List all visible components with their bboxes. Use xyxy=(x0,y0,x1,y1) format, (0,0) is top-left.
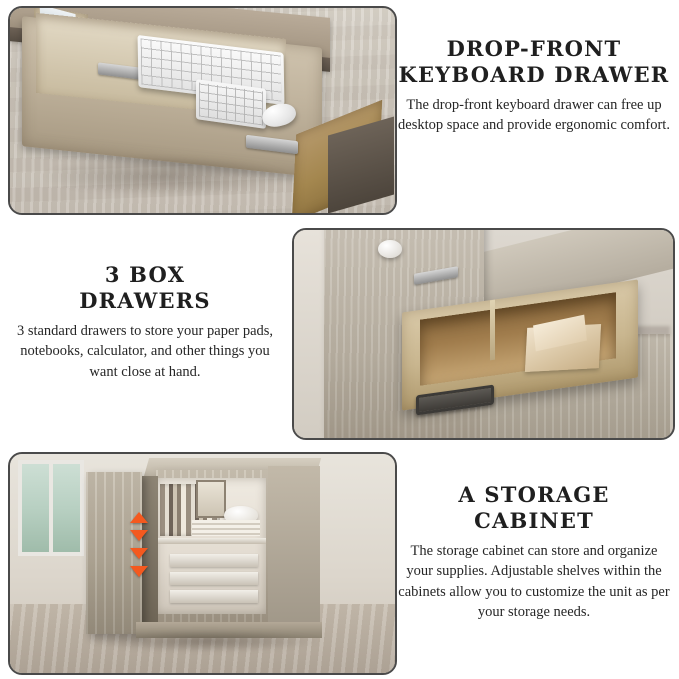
photo-keyboard-drawer xyxy=(8,6,397,215)
caption-title-line-1: A STORAGE xyxy=(458,482,610,507)
caption-title-line-2: CABINET xyxy=(474,508,594,534)
caption-title-box-drawers xyxy=(14,262,276,315)
storage-tray xyxy=(170,572,258,585)
cabinet-side-panel xyxy=(268,466,320,634)
caption-title-keyboard-drawer xyxy=(398,36,670,89)
caption-title-line-2: KEYBOARD DRAWER xyxy=(398,62,670,88)
caption-keyboard-drawer xyxy=(398,36,670,136)
caption-box-drawers xyxy=(14,262,276,382)
picture-frame xyxy=(196,480,226,518)
caption-storage-cabinet xyxy=(398,482,670,623)
adjustable-shelf xyxy=(156,538,266,544)
caption-body-storage-cabinet: The storage cabinet can store and organize your supplies. Adjustable shelves within the cabinets allow you to customize the unit as per your storage needs. xyxy=(398,542,670,621)
drawer-divider xyxy=(490,300,495,361)
book-stack xyxy=(192,520,260,536)
window xyxy=(18,460,84,556)
caption-title-line-1: 3 BOX xyxy=(104,262,186,287)
photo-box-drawers xyxy=(292,228,675,440)
drawer-knob xyxy=(378,240,402,258)
caption-title-line-2: DRAWERS xyxy=(79,288,211,314)
storage-tray xyxy=(170,590,258,603)
caption-body-keyboard-drawer: The drop-front keyboard drawer can free up desktop space and provide ergonomic comfort. xyxy=(398,96,670,134)
storage-tray xyxy=(170,554,258,567)
caption-title-line-1: DROP-FRONT xyxy=(446,36,622,61)
caption-body-box-drawers: 3 standard drawers to store your paper pads, notebooks, calculator, and other things you want close at hand. xyxy=(16,322,274,380)
caption-title-storage-cabinet xyxy=(398,482,670,535)
photo-storage-cabinet xyxy=(8,452,397,675)
shelf-adjust-arrows-icon xyxy=(130,512,148,590)
drop-shadow xyxy=(40,156,290,196)
drop-shadow xyxy=(90,630,320,652)
